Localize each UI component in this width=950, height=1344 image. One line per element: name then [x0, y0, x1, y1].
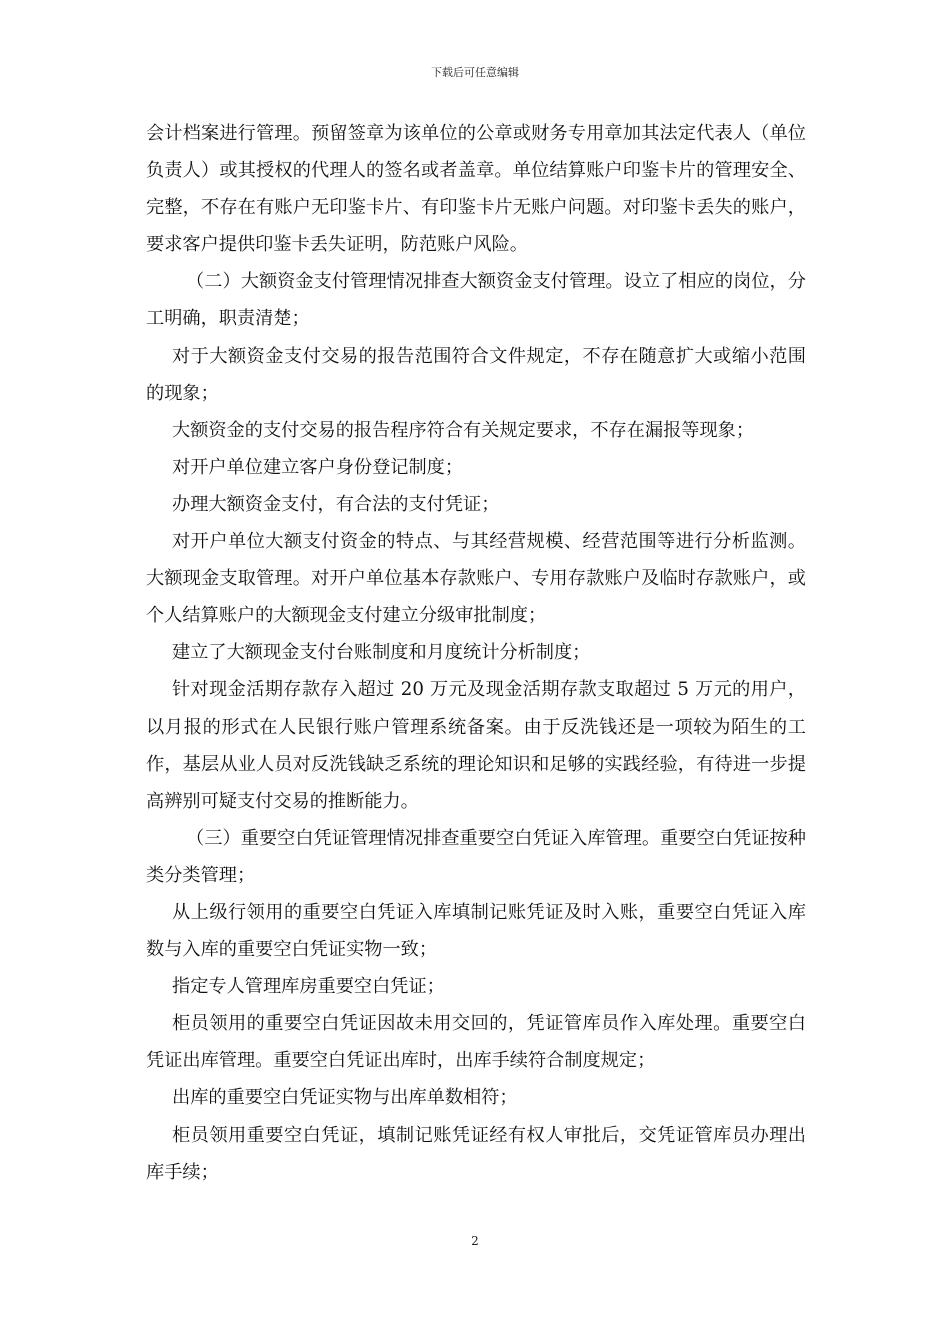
- paragraph: 建立了大额现金支付台账制度和月度统计分析制度；: [172, 642, 591, 664]
- page-number: 2: [471, 1234, 479, 1248]
- paragraph: 针对现金活期存款存入超过 20 万元及现金活期存款支取超过 5 万元的用户，以月报的形式在人民银行账户管理系统备案。由于反洗钱还是一项较为陌生的工作，基层从业人员对反洗钱缺乏系统的理论知识和足够的实践经验，有待进一步提高辨别可疑支付交易的推断能力。: [146, 679, 806, 812]
- section-heading-paragraph: （三）重要空白凭证管理情况排查重要空白凭证入库管理。重要空白凭证按种类分类管理；: [146, 827, 806, 886]
- paragraph: 会计档案进行管理。预留签章为该单位的公章或财务专用章加其法定代表人（单位负责人）或其授权的代理人的签名或者盖章。单位结算账户印鉴卡片的管理安全、完整，不存在有账户无印鉴卡片、有印鉴卡片无账户问题。对印鉴卡丢失的账户，要求客户提供印鉴卡丢失证明，防范账户风险。: [146, 123, 806, 256]
- paragraph: 大额资金的支付交易的报告程序符合有关规定要求，不存在漏报等现象；: [172, 419, 755, 441]
- section-heading-paragraph: （二）大额资金支付管理情况排查大额资金支付管理。设立了相应的岗位，分工明确，职责清楚；: [146, 271, 806, 330]
- paragraph: 对开户单位建立客户身份登记制度；: [172, 456, 464, 478]
- paragraph: 出库的重要空白凭证实物与出库单数相符；: [172, 1087, 518, 1109]
- paragraph: 柜员领用的重要空白凭证因故未用交回的，凭证管库员作入库处理。重要空白凭证出库管理。重要空白凭证出库时，出库手续符合制度规定；: [146, 1013, 806, 1072]
- paragraph: 从上级行领用的重要空白凭证入库填制记账凭证及时入账，重要空白凭证入库数与入库的重要空白凭证实物一致；: [146, 901, 806, 961]
- paragraph: 指定专人管理库房重要空白凭证；: [172, 976, 445, 998]
- paragraph: 柜员领用重要空白凭证，填制记账凭证经有权人审批后，交凭证管库员办理出库手续；: [146, 1124, 806, 1183]
- paragraph: 对于大额资金支付交易的报告范围符合文件规定，不存在随意扩大或缩小范围的现象；: [146, 345, 806, 404]
- paragraph: 办理大额资金支付，有合法的支付凭证；: [172, 493, 500, 515]
- paragraph: 对开户单位大额支付资金的特点、与其经营规模、经营范围等进行分析监测。大额现金支取管理。对开户单位基本存款账户、专用存款账户及临时存款账户，或个人结算账户的大额现金支付建立分级审批制度；: [146, 531, 806, 627]
- page-header: 下载后可任意编辑: [431, 66, 519, 79]
- document-body: [146, 115, 806, 1191]
